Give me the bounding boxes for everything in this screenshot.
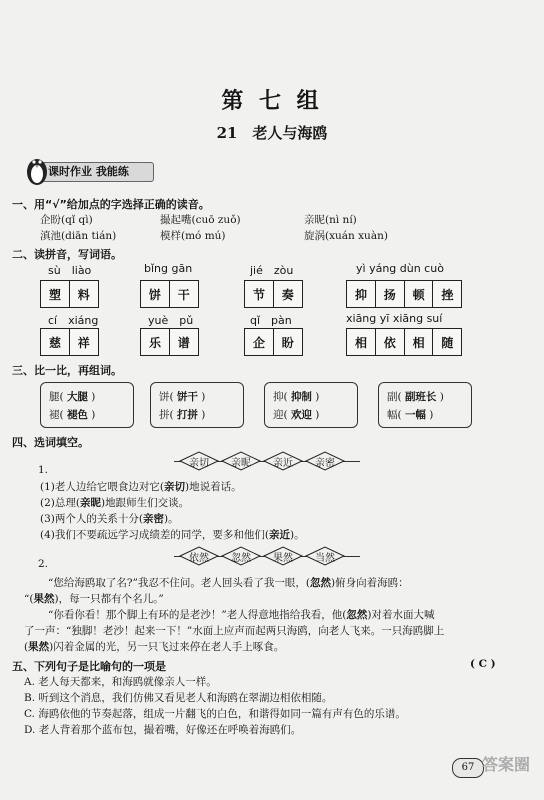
answer-grid [140,280,198,308]
compare-char: 抑 [273,391,284,403]
answer-grid [346,280,461,308]
compare-group: 副( 副班长 ) 幅( 一幅 ) [378,382,472,428]
pinyin-label: jié zòu [250,264,294,277]
answer-cell: 相 [346,328,376,356]
word-choice: 亲切 [176,451,222,471]
compare-word: 一幅 [404,409,426,421]
fill-answer: 忽然 [346,609,368,621]
answer-cell: 乐 [140,328,170,356]
answer-cell: 慈 [40,328,70,356]
section-5-title: 五、下列句子是比喻句的一项是 [12,660,166,673]
banner-text: 课时作业 我能练 [48,165,129,178]
answer-cell: 顿 [404,280,434,308]
reading-option: 亲昵(nì ní) [304,214,357,226]
compare-char: 腿 [49,391,60,403]
compare-word: 大腿 [66,391,88,403]
answer-cell: 相 [404,328,434,356]
reading-option: 旋涡(xuán xuàn) [304,230,388,242]
fill-answer: 果然 [28,641,50,653]
pinyin-label: cí xiáng [48,314,99,327]
fill-sentence: (3)两个人的关系十分(亲密)。 [40,513,179,525]
section-4-title: 四、选词填空。 [12,436,89,449]
watermark-logo: 答案圈 [482,755,531,774]
fill-sentence: (1)老人边给它喂食边对它(亲切)地说着话。 [40,481,242,493]
reading-option: 企盼(qǐ qì) [40,214,93,226]
reading-option: 滇池(diān tián) [40,230,117,242]
pinyin-label: yì yáng dùn cuò [356,262,444,275]
word-choices [176,546,344,566]
word-choice: 亲密 [302,451,348,471]
compare-word: 打拼 [176,409,198,421]
word-choice: 依然 [176,546,222,566]
compare-group: 腿( 大腿 ) 褪( 褪色 ) [40,382,134,428]
page-number: 67 [452,758,484,778]
penguin-icon [24,152,50,186]
word-choice: 亲近 [260,451,306,471]
section-1-title: 一、用“√”给加点的字选择正确的读音。 [12,198,210,211]
passage-line: 了一声：“独脚！老沙！起来一下！”水面上应声而起两只海鸥，向老人飞来。一只海鸥脚上 [24,625,445,637]
answer-cell: 料 [69,280,99,308]
word-choice: 忽然 [218,546,264,566]
compare-char: 幅 [387,409,398,421]
section-2-title: 二、读拼音，写词语。 [12,248,122,261]
pinyin-label: yuè pǔ [148,314,194,327]
mc-option: A. 老人每天都来，和海鸥就像亲人一样。 [24,676,217,688]
word-choice: 当然 [302,546,348,566]
compare-group: 抑( 抑制 ) 迎( 欢迎 ) [264,382,358,428]
passage-line: “你看你看！那个脚上有环的是老沙！”老人得意地指给我看，他(忽然)对着水面大喊 [48,609,435,621]
compare-char: 迎 [273,409,284,421]
fill-answer: 亲近 [268,529,290,541]
word-choices [176,451,344,471]
section-3-title: 三、比一比，再组词。 [12,364,122,377]
compare-word: 饼干 [176,391,198,403]
answer-cell: 企 [244,328,274,356]
section-banner [22,152,152,188]
answer-grid [244,328,302,356]
fill-answer: 忽然 [309,577,331,589]
word-choice: 果然 [260,546,306,566]
compare-char: 副 [387,391,398,403]
passage-line: “(果然)，每一只都有个名儿。” [24,593,164,605]
fill-sentence: (2)总理(亲昵)地跟师生们交谈。 [40,497,190,509]
answer-cell: 饼 [140,280,170,308]
reading-option: 模样(mó mú) [160,230,226,242]
mc-option: C. 海鸥依他的节奏起落，组成一片翻飞的白色，和谐得如同一篇有声有色的乐谱。 [24,708,406,720]
compare-word: 副班长 [404,391,437,403]
answer-grid [244,280,302,308]
answer-grid [346,328,461,356]
answer-cell: 节 [244,280,274,308]
fill-answer: 亲密 [142,513,164,525]
pinyin-label: qǐ pàn [250,314,292,327]
compare-char: 褪 [49,409,60,421]
pinyin-label: sù liào [48,264,92,277]
fill-answer: 亲昵 [79,497,101,509]
unit-title: 第 七 组 [221,88,323,114]
answer-cell: 塑 [40,280,70,308]
word-choice: 亲昵 [218,451,264,471]
pinyin-label: bǐng gān [144,262,193,275]
answer-grid [140,328,198,356]
answer-cell: 谱 [169,328,199,356]
compare-group: 饼( 饼干 ) 拼( 打拼 ) [150,382,244,428]
compare-word: 褪色 [66,409,88,421]
answer-cell: 挫 [432,280,462,308]
reading-option: 撮起嘴(cuō zuǒ) [160,214,241,226]
mc-option: D. 老人背着那个蓝布包，撮着嘴，好像还在呼唤着海鸥们。 [24,724,302,736]
fill-answer: 果然 [33,593,55,605]
lesson-title: 21 老人与海鸥 [216,124,328,142]
answer-cell: 扬 [375,280,405,308]
mc-answer: ( C ) [470,658,496,670]
fill-answer: 亲切 [163,481,185,493]
answer-cell: 依 [375,328,405,356]
compare-char: 饼 [159,391,170,403]
answer-cell: 祥 [69,328,99,356]
answer-cell: 抑 [346,280,376,308]
passage-line: “您给海鸥取了名?”我忍不住问。老人回头看了我一眼，(忽然)俯身向着海鸥： [48,577,409,589]
answer-cell: 随 [432,328,462,356]
compare-word: 欢迎 [290,409,312,421]
fill-sentence: (4)我们不要疏远学习成绩差的同学，要多和他们(亲近)。 [40,529,305,541]
answer-cell: 干 [169,280,199,308]
passage-line: (果然)闪着金属的光，另一只飞过来停在老人手上啄食。 [24,641,285,653]
answer-cell: 盼 [273,328,303,356]
pinyin-label: xiāng yī xiāng suí [346,312,443,325]
answer-cell: 奏 [273,280,303,308]
question-number: 1. [38,464,49,476]
mc-option: B. 听到这个消息，我们仿佛又看见老人和海鸥在翠湖边相依相随。 [24,692,333,704]
question-number: 2. [38,558,49,570]
answer-grid [40,280,98,308]
compare-char: 拼 [159,409,170,421]
answer-grid [40,328,98,356]
compare-word: 抑制 [290,391,312,403]
